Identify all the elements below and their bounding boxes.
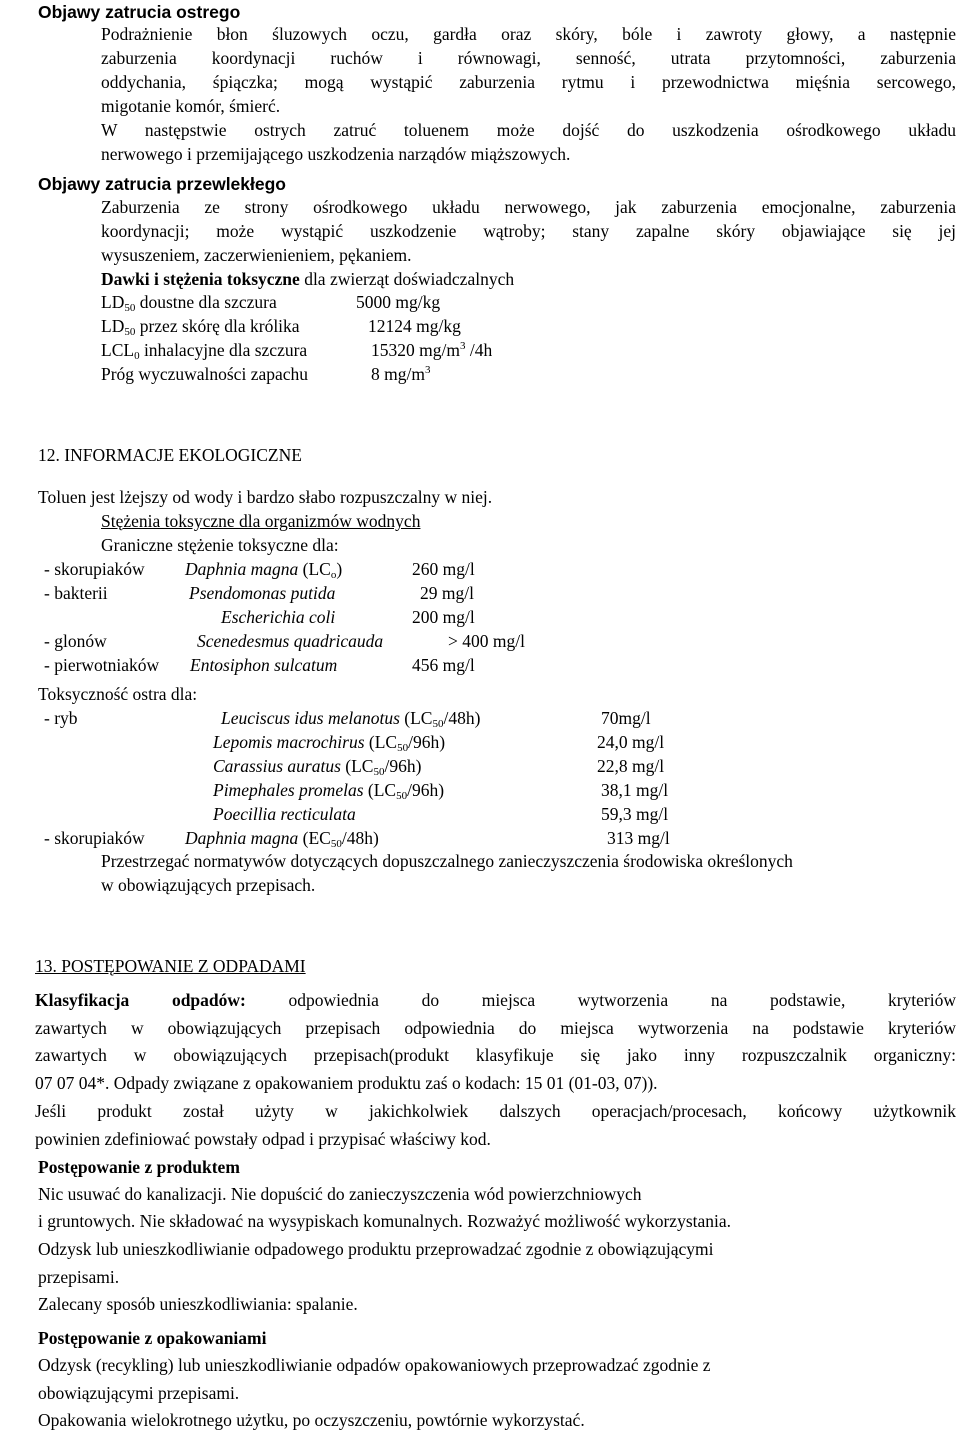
- eco-species: Psendomonas putida: [189, 583, 336, 603]
- eco-value: 313 mg/l: [607, 828, 670, 848]
- waste-class-line: 07 07 04*. Odpady związane z opakowaniem produktu zaś o kodach: 15 01 (01-03, 07)).: [35, 1073, 658, 1093]
- product-line: Nic usuwać do kanalizacji. Nie dopuścić do zanieczyszczenia wód powierzchniowych: [38, 1184, 642, 1204]
- eco-group: - bakterii: [44, 583, 108, 603]
- waste-heading: 13. POSTĘPOWANIE Z ODPADAMI: [35, 956, 306, 976]
- acute-line: Podrażnienie błon śluzowych oczu, gardła oraz skóry, bóle i zawroty głowy, a następnie: [101, 24, 956, 44]
- eco-value: 24,0 mg/l: [597, 732, 665, 752]
- eco-species-pre: (EC: [298, 828, 331, 848]
- acute-line: W następstwie ostrych zatruć toluenem może dojść do uszkodzenia ośrodkowego układu: [101, 120, 956, 140]
- dose-label-sub: 50: [124, 302, 136, 314]
- eco-species: Entosiphon sulcatum: [190, 655, 338, 675]
- eco-species-extra: (LC: [298, 559, 331, 579]
- eco-species: Scenedesmus quadricauda: [197, 631, 384, 651]
- eco-species-sub: 50: [396, 790, 408, 802]
- eco-species-pre: (LC: [340, 756, 374, 776]
- eco-value: 29 mg/l: [420, 583, 474, 603]
- eco-species-sub: 50: [397, 742, 409, 754]
- eco-species-name: Lepomis macrochirus: [213, 732, 365, 752]
- eco-species-post: /96h): [384, 756, 422, 776]
- eco-species: [185, 561, 342, 579]
- packaging-line: obowiązującymi przepisami.: [38, 1383, 240, 1403]
- acute-line: migotanie komór, śmierć.: [101, 96, 281, 116]
- eco-group: - pierwotniaków: [44, 655, 160, 675]
- dose-value-tail: /4h: [465, 340, 493, 360]
- dose-label: [101, 294, 277, 312]
- dose-value: [371, 342, 492, 360]
- eco-subheading: Stężenia toksyczne dla organizmów wodnych: [101, 511, 421, 531]
- doses-heading: [101, 271, 514, 289]
- dose-label-sub: 0: [134, 350, 140, 362]
- eco-group: - glonów: [44, 631, 107, 651]
- eco-value: 70mg/l: [601, 708, 651, 728]
- product-line: przepisami.: [38, 1267, 120, 1287]
- eco-species-name: Daphnia magna: [185, 828, 299, 848]
- eco-species-post: /96h): [407, 780, 445, 800]
- eco-group: - ryb: [44, 708, 78, 728]
- dose-value: [371, 366, 430, 384]
- eco-species-extra2: ): [336, 559, 343, 579]
- dose-label-sub: 50: [124, 326, 136, 338]
- doses-heading-bold: Dawki i stężenia toksyczne: [101, 269, 300, 289]
- chronic-line: wysuszeniem, zaczerwienieniem, pękaniem.: [101, 245, 412, 265]
- waste-used-line: powinien zdefiniować powstały odpad i przypisać właściwy kod.: [35, 1129, 491, 1149]
- chronic-heading: Objawy zatrucia przewlekłego: [38, 174, 286, 194]
- waste-used-line: Jeśli produkt został użyty w jakichkolwiek dalszych operacjach/procesach, końcowy użytkownik: [35, 1101, 956, 1121]
- waste-class-rest: odpowiednia do miejsca wytworzenia na podstawie, kryteriów: [245, 990, 957, 1010]
- dose-label-pre: LD: [101, 316, 125, 336]
- eco-group: - skorupiaków: [44, 559, 145, 579]
- eco-heading: 12. INFORMACJE EKOLOGICZNE: [38, 445, 302, 465]
- eco-species: [221, 710, 480, 728]
- eco-value: 456 mg/l: [412, 655, 475, 675]
- acute-line: nerwowego i przemijającego uszkodzenia narządów miąższowych.: [101, 144, 571, 164]
- dose-label: Próg wyczuwalności zapachu: [101, 364, 309, 384]
- dose-value: 5000 mg/kg: [356, 292, 441, 312]
- eco-species-sub: 50: [432, 718, 444, 730]
- eco-species-name: Pimephales promelas: [213, 780, 364, 800]
- eco-species: [213, 782, 444, 800]
- acute-heading: Objawy zatrucia ostrego: [38, 2, 241, 22]
- eco-species-name: Daphnia magna: [185, 559, 299, 579]
- dose-label: [101, 318, 300, 336]
- eco-value: 200 mg/l: [412, 607, 475, 627]
- eco-species-sub: 50: [330, 838, 342, 850]
- dose-label-post: doustne dla szczura: [135, 292, 277, 312]
- dose-label-post: przez skórę dla królika: [135, 316, 300, 336]
- eco-value: 260 mg/l: [412, 559, 475, 579]
- dose-value-main: 8 mg/m: [371, 364, 425, 384]
- eco-species: [185, 830, 379, 848]
- eco-species-post: /96h): [408, 732, 446, 752]
- doses-heading-rest: dla zwierząt doświadczalnych: [299, 269, 515, 289]
- dose-label: [101, 342, 307, 360]
- eco-closing-line: w obowiązujących przepisach.: [101, 875, 316, 895]
- product-heading: Postępowanie z produktem: [38, 1157, 240, 1177]
- eco-limit-label: Graniczne stężenie toksyczne dla:: [101, 535, 339, 555]
- eco-species: Poecillia recticulata: [213, 804, 356, 824]
- dose-label-post: inhalacyjne dla szczura: [139, 340, 308, 360]
- eco-acute-label: Toksyczność ostra dla:: [38, 684, 198, 704]
- dose-label-pre: LD: [101, 292, 125, 312]
- eco-group: - skorupiaków: [44, 828, 145, 848]
- dose-value: 12124 mg/kg: [368, 316, 461, 336]
- waste-class-line: zawartych w obowiązujących przepisach(produkt klasyfikuje się jako inny rozpuszczalnik organiczny:: [35, 1045, 956, 1065]
- eco-species-post: /48h): [341, 828, 379, 848]
- chronic-line: Zaburzenia ze strony ośrodkowego układu nerwowego, jak zaburzenia emocjonalne, zaburzenia: [101, 197, 956, 217]
- eco-value: 59,3 mg/l: [601, 804, 669, 824]
- eco-species-sub: o: [330, 569, 337, 581]
- eco-species: Escherichia coli: [221, 607, 336, 627]
- eco-value: > 400 mg/l: [448, 631, 525, 651]
- dose-label-pre: LCL: [101, 340, 135, 360]
- dose-value-sup: 3: [459, 340, 466, 352]
- chronic-line: koordynacji; może wystąpić uszkodzenie wątroby; stany zapalne skóry objawiające się jej: [101, 221, 956, 241]
- eco-species-post: /48h): [443, 708, 481, 728]
- eco-species-sub: 50: [373, 766, 385, 778]
- eco-species: [213, 734, 445, 752]
- eco-closing-line: Przestrzegać normatywów dotyczących dopuszczalnego zanieczyszczenia środowiska określonych: [101, 851, 793, 871]
- eco-value: 38,1 mg/l: [601, 780, 669, 800]
- product-line: Odzysk lub unieszkodliwianie odpadowego produktu przeprowadzać zgodnie z obowiązującymi: [38, 1239, 714, 1259]
- eco-value: 22,8 mg/l: [597, 756, 665, 776]
- eco-species-pre: (LC: [363, 780, 397, 800]
- packaging-heading: Postępowanie z opakowaniami: [38, 1328, 267, 1348]
- dose-value-main: 15320 mg/m: [371, 340, 460, 360]
- eco-species-pre: (LC: [364, 732, 398, 752]
- product-line: Zalecany sposób unieszkodliwiania: spalanie.: [38, 1294, 358, 1314]
- eco-species: [213, 758, 421, 776]
- eco-intro: Toluen jest lżejszy od wody i bardzo słabo rozpuszczalny w niej.: [38, 487, 493, 507]
- eco-species-name: Leuciscus idus melanotus: [221, 708, 400, 728]
- acute-line: zaburzenia koordynacji ruchów i równowagi, senność, utrata przytomności, zaburzenia: [101, 48, 956, 68]
- waste-class-line: zawartych w obowiązujących przepisach odpowiednia do miejsca wytworzenia na podstawie kryteriów: [35, 1018, 956, 1038]
- waste-class-line: [35, 992, 956, 1010]
- product-line: i gruntowych. Nie składować na wysypiskach komunalnych. Rozważyć możliwość wykorzystania.: [38, 1211, 732, 1231]
- dose-value-sup: 3: [424, 364, 431, 376]
- packaging-line: Opakowania wielokrotnego użytku, po oczyszczeniu, powtórnie wykorzystać.: [38, 1410, 585, 1430]
- packaging-line: Odzysk (recykling) lub unieszkodliwianie odpadów opakowaniowych przeprowadzać zgodnie z: [38, 1355, 711, 1375]
- acute-line: oddychania, śpiączka; mogą wystąpić zaburzenia rytmu i przewodnictwa mięśnia sercowego,: [101, 72, 956, 92]
- waste-class-bold: Klasyfikacja odpadów:: [35, 990, 246, 1010]
- eco-species-pre: (LC: [399, 708, 433, 728]
- eco-species-name: Carassius auratus: [213, 756, 341, 776]
